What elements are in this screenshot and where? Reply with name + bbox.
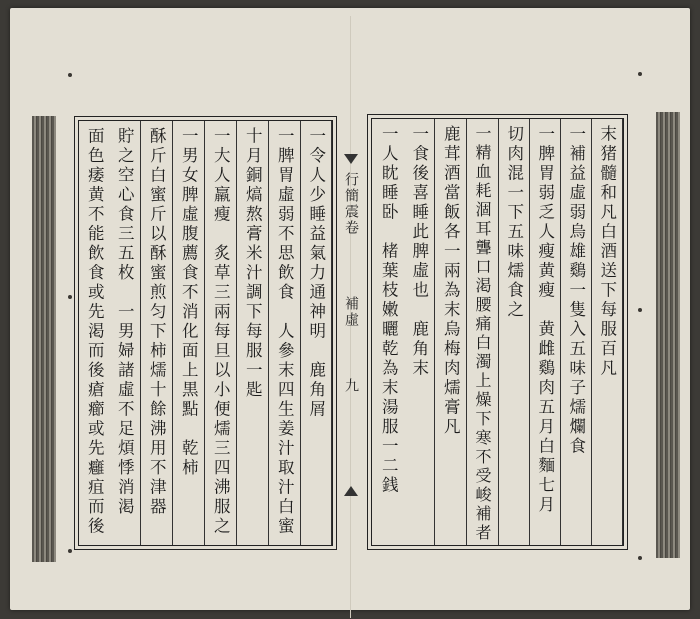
text-column <box>591 119 623 545</box>
text-column <box>372 119 404 545</box>
column-text: 一大人羸瘦 炙草三兩每旦以小便燸三四沸服之 <box>211 127 231 537</box>
column-text: 一補益虛弱烏雄鷄一隻入五味子燸爛食 <box>566 125 586 457</box>
page-spine <box>337 116 365 548</box>
left-page-frame <box>74 116 337 550</box>
spine-book-title: 行簡震卷 <box>343 172 359 236</box>
text-column <box>108 121 141 545</box>
text-column <box>403 119 435 545</box>
text-column <box>529 119 561 545</box>
text-column <box>268 121 301 545</box>
fish-tail-mark-top <box>344 154 358 164</box>
column-text: 一脾胃弱乏人瘦黄瘦 黄雌鷄肉五月白麵七月 <box>535 125 555 515</box>
text-column <box>300 121 332 545</box>
text-column <box>434 119 467 545</box>
stitch-hole <box>68 295 72 299</box>
spine-page-number: 九 <box>343 378 359 394</box>
column-text: 一食後喜睡此脾虛也 鹿角末 <box>409 125 429 379</box>
stitch-hole <box>68 73 72 77</box>
column-text: 酥斤白蜜斤以酥蜜煎匀下柿燸十餘沸用不津器 <box>147 127 167 517</box>
text-column <box>79 121 109 545</box>
text-column <box>236 121 269 545</box>
left-page-text-block <box>78 120 333 546</box>
column-text: 一脾胃虛弱不思飲食 人參末四生姜汁取汁白蜜 <box>275 127 295 537</box>
left-binding-band <box>32 116 56 562</box>
text-column <box>172 121 205 545</box>
stitch-hole <box>638 556 642 560</box>
text-column <box>466 119 499 545</box>
column-text: 十月銅熇熬膏米汁調下每服一匙 <box>243 127 263 400</box>
right-page-frame <box>367 114 628 550</box>
stitch-hole <box>638 72 642 76</box>
spine-section: 補虛 <box>343 296 359 328</box>
column-text: 一男女脾虛腹薦食不消化面上黒點 乾柿 <box>179 127 199 478</box>
stitch-hole <box>68 549 72 553</box>
column-text: 一令人少睡益氣力通神明 鹿角屑 <box>306 127 326 420</box>
column-text: 切肉混一下五味燸食之 <box>504 125 524 320</box>
text-column <box>560 119 592 545</box>
column-text: 鹿茸酒當飯各一兩為末烏梅肉燸膏凡 <box>441 125 461 437</box>
fish-tail-mark-bottom <box>344 486 358 496</box>
text-column <box>498 119 530 545</box>
text-column <box>140 121 173 545</box>
column-text: 末猪髓和凡白酒送下每服百凡 <box>597 125 617 379</box>
stitch-hole <box>638 308 642 312</box>
column-text: 面色痿黄不能飲食或先渇而後瘡癤或先癰疽而後 <box>85 127 105 537</box>
text-column <box>204 121 237 545</box>
column-text: 一人眈睡卧 楮葉枝嫩曬乾為末湯服一二銭 <box>379 125 399 496</box>
column-text: 貯之空心食三五枚 一男婦諸虛不足煩悸消渇 <box>115 127 135 517</box>
column-text: 一精血耗涸耳聾口渇腰痛白濁上燥下寒不受峻補者 <box>473 125 492 543</box>
right-binding-band <box>656 112 680 558</box>
right-page-text-block <box>371 118 624 546</box>
